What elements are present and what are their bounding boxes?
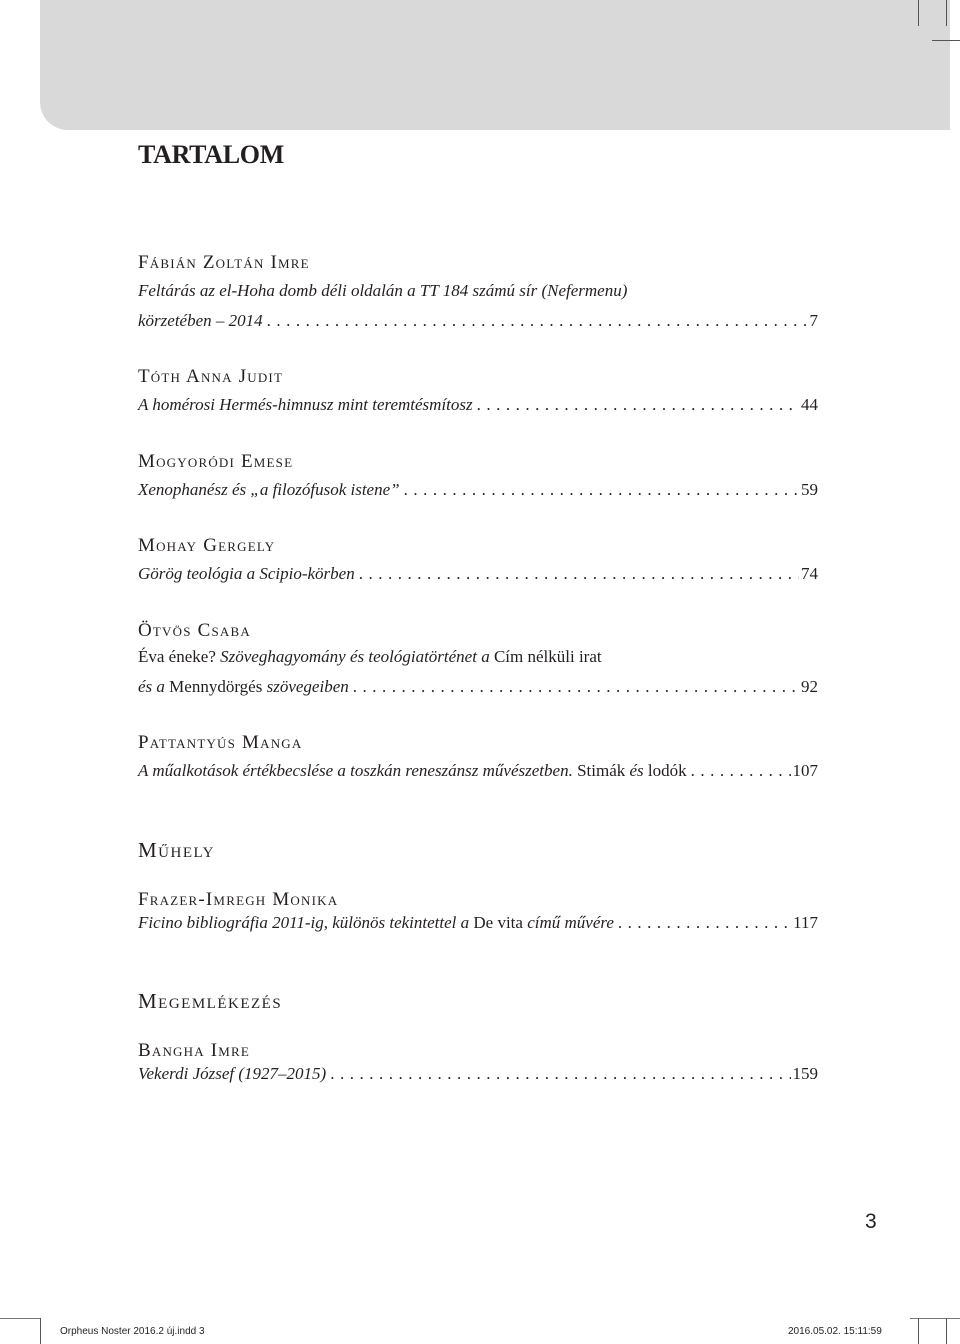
toc-entry-title: Feltárás az el-Hoha domb déli oldalán a TT 184 számú sír (Nefermenu) [138, 281, 628, 300]
toc-title-part: lodók [647, 761, 687, 780]
section-heading-muhely: Műhely [138, 838, 215, 862]
toc-title-part: De vita [473, 913, 523, 932]
print-slug [0, 1318, 960, 1344]
toc-entry-title: A homérosi Hermés-himnusz mint teremtésmítosz [138, 395, 473, 414]
leader-dots [473, 395, 799, 415]
toc-entry-line [138, 281, 818, 301]
page-number: 3 [865, 1210, 877, 1233]
toc-entry-line [138, 564, 818, 584]
toc-title-part: Ficino bibliográfia 2011-ig, különös tekintettel a [138, 913, 474, 932]
leader-dots [326, 1064, 790, 1084]
toc-entry-title: Xenophanész és „a filozófusok istene” [138, 480, 400, 499]
crop-mark [918, 0, 919, 26]
toc-entry-title [138, 913, 614, 933]
toc-author: Bangha Imre [138, 1040, 251, 1061]
page-title: TARTALOM [138, 140, 284, 169]
toc-title-part: Éva éneke? [138, 647, 216, 666]
toc-entry-line [138, 1064, 818, 1084]
leader-dots [263, 311, 808, 331]
toc-author: Mogyoródi Emese [138, 451, 294, 472]
slug-timestamp: 2016.05.02. 15:11:59 [788, 1326, 882, 1337]
leader-dots [687, 761, 791, 781]
toc-entry-line [138, 677, 818, 697]
toc-author: Mohay Gergely [138, 535, 276, 556]
crop-mark [932, 40, 960, 41]
toc-title-part: Cím nélküli irat [493, 647, 602, 666]
leader-dots [614, 913, 791, 933]
toc-title-part: és [625, 761, 648, 780]
leader-dots [400, 480, 799, 500]
toc-entry-line [138, 647, 818, 667]
section-heading-megemlekezes: Megemlékezés [138, 989, 283, 1013]
toc-entry-title: Görög teológia a Scipio-körben [138, 564, 355, 583]
toc-page-number: 92 [801, 677, 818, 696]
toc-title-part: című művére [522, 913, 614, 932]
leader-dots [349, 677, 799, 697]
leader-dots [355, 564, 799, 584]
toc-entry-line [138, 761, 818, 781]
toc-author: Frazer-Imregh Monika [138, 889, 339, 910]
toc-page-number: 117 [793, 913, 818, 932]
toc-author: Fábián Zoltán Imre [138, 252, 310, 273]
toc-page-number: 59 [801, 480, 818, 499]
toc-title-part: Stimák [572, 761, 626, 780]
toc-entry-title [138, 647, 602, 667]
toc-title-part: szövegeiben [262, 677, 349, 696]
slug-filename: Orpheus Noster 2016.2 új.indd 3 [60, 1326, 205, 1337]
crop-mark [946, 0, 947, 26]
toc-page-number: 44 [801, 395, 818, 414]
toc-entry-line [138, 395, 818, 415]
toc-title-part: A műalkotások értékbecslése a toszkán reneszánsz művészetben. [138, 761, 573, 780]
toc-title-part: és a [138, 677, 170, 696]
header-band [40, 0, 950, 130]
toc-entry-title [138, 761, 687, 781]
toc-page-number: 74 [801, 564, 818, 583]
toc-author: Tóth Anna Judit [138, 366, 284, 387]
toc-page-number: 7 [809, 311, 818, 330]
toc-title-part: Szöveghagyomány és teológiatörténet a [215, 647, 494, 666]
toc-page-number: 107 [792, 761, 818, 780]
toc-page-number: 159 [792, 1064, 818, 1083]
toc-entry-line [138, 311, 818, 331]
toc-entry-title [138, 677, 349, 697]
toc-entry-title: körzetében – 2014 [138, 311, 263, 330]
toc-author: Ötvös Csaba [138, 620, 251, 641]
toc-title-part: Mennydörgés [169, 677, 263, 696]
toc-author: Pattantyús Manga [138, 732, 303, 753]
toc-entry-title: Vekerdi József (1927–2015) [138, 1064, 327, 1083]
toc-entry-line [138, 913, 818, 933]
toc-entry-line [138, 480, 818, 500]
